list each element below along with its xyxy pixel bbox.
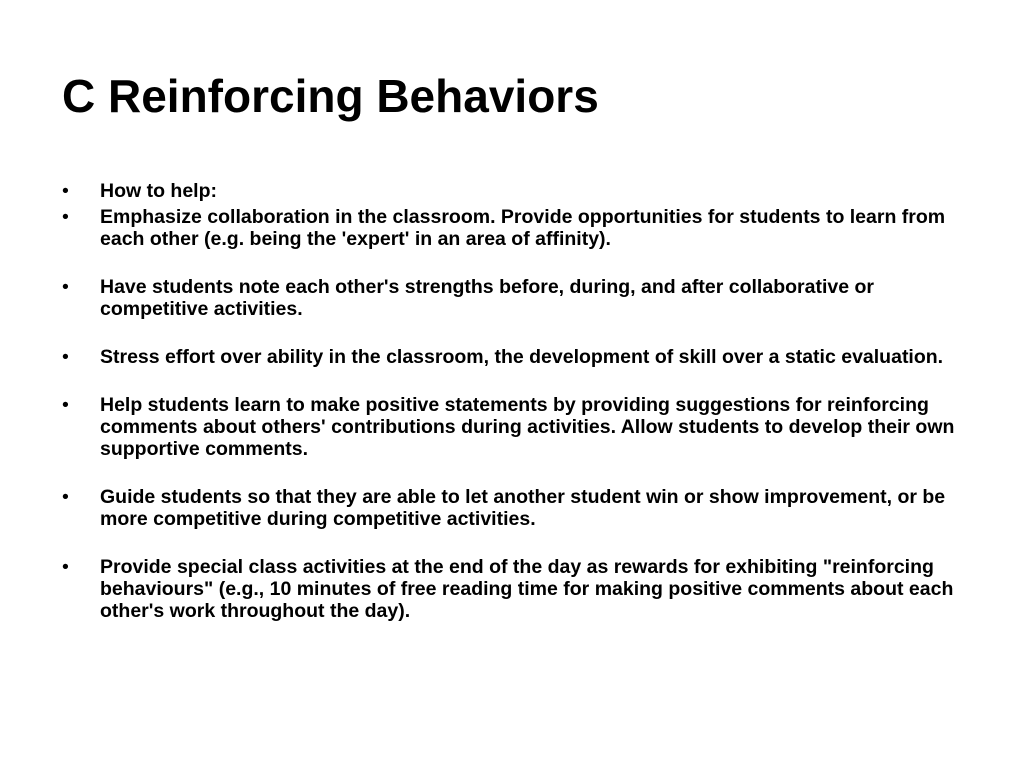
bullet-text: Provide special class activities at the end of the day as rewards for exhibiting "reinforcing behaviours" (e.g., 10 minutes of free reading time for making positive comments about each other's work throughout the day). xyxy=(100,556,954,622)
bullet-marker: • xyxy=(62,206,69,228)
bullet-marker: • xyxy=(62,346,69,368)
bullet-text: Guide students so that they are able to let another student win or show improvement, or be more competitive during competitive activities. xyxy=(100,486,946,530)
bullet-text: Have students note each other's strengths before, during, and after collaborative or competitive activities. xyxy=(100,276,874,320)
bullet-item xyxy=(62,206,972,250)
bullet-item xyxy=(62,556,972,622)
bullet-marker: • xyxy=(62,180,69,202)
bullet-marker: • xyxy=(62,276,69,298)
slide-title: C Reinforcing Behaviors xyxy=(62,70,599,122)
bullet-list xyxy=(62,180,972,622)
bullet-item xyxy=(62,346,972,368)
bullet-text: Emphasize collaboration in the classroom. Provide opportunities for students to learn from each other (e.g. being the 'expert' in an area of affinity). xyxy=(100,206,946,250)
bullet-marker: • xyxy=(62,486,69,508)
bullet-marker: • xyxy=(62,556,69,578)
bullet-text: How to help: xyxy=(100,180,217,202)
bullet-text: Stress effort over ability in the classroom, the development of skill over a static evaluation. xyxy=(100,346,944,368)
bullet-item xyxy=(62,180,972,202)
bullet-marker: • xyxy=(62,394,69,416)
bullet-item xyxy=(62,394,972,460)
bullet-item xyxy=(62,486,972,530)
bullet-text: Help students learn to make positive statements by providing suggestions for reinforcing comments about others' contributions during activities. Allow students to develop their own supportive comments. xyxy=(100,394,955,460)
bullet-item xyxy=(62,276,972,320)
